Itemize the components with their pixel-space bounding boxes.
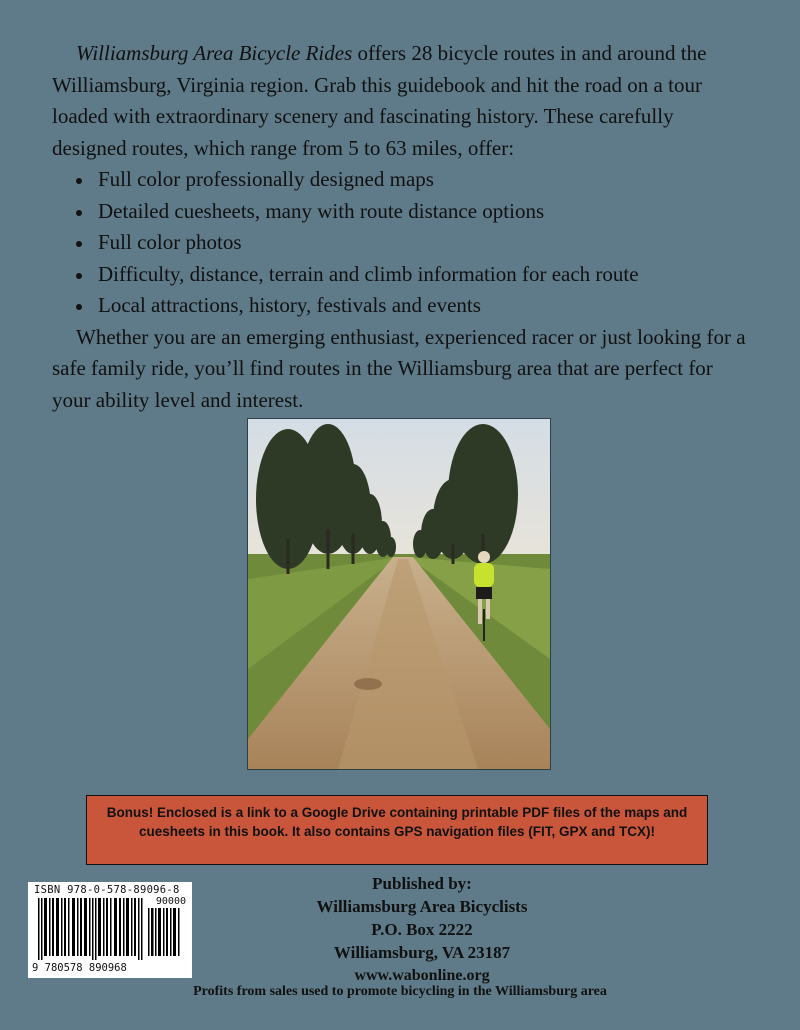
feature-item: Full color professionally designed maps <box>72 164 752 196</box>
publisher-city: Williamsburg, VA 23187 <box>333 943 511 962</box>
publisher-po-box: P.O. Box 2222 <box>371 920 473 939</box>
feature-item: Local attractions, history, festivals and events <box>72 290 752 322</box>
publisher-info <box>222 872 622 987</box>
road-scene-image <box>248 419 550 769</box>
feature-item: Full color photos <box>72 227 752 259</box>
book-title: Williamsburg Area Bicycle Rides <box>76 41 353 65</box>
feature-list <box>52 164 752 322</box>
cyclist-photo <box>247 418 551 770</box>
publisher-website: www.wabonline.org <box>354 967 490 984</box>
bonus-box <box>86 795 708 865</box>
barcode-number: 9 780578 890968 <box>32 962 127 974</box>
bonus-text: Bonus! Enclosed is a link to a Google Drive containing printable PDF files of the maps and cuesheets in this book. It also contains GPS navigation files (FIT, GPX and TCX)! <box>106 805 688 839</box>
intro-paragraph-1 <box>52 38 752 164</box>
isbn-label: ISBN 978-0-578-89096-8 <box>34 884 180 896</box>
intro-paragraph-2: Whether you are an emerging enthusiast, experienced racer or just looking for a safe family ride, you’ll find routes in the Williamsburg area that are perfect for your ability level and interest. <box>52 324 746 412</box>
intro-text <box>52 38 752 416</box>
price-code: 90000 <box>155 896 186 907</box>
intro-paragraph-1-text: offers 28 bicycle routes in and around the Williamsburg, Virginia region. Grab this guidebook and hit the road on a tour loaded with extraordinary scenery and fascinating history. These carefully designed routes, which range from 5 to 63 miles, offer: <box>52 41 707 160</box>
isbn-barcode <box>28 882 192 978</box>
feature-item: Difficulty, distance, terrain and climb information for each route <box>72 259 752 291</box>
barcode-bars <box>34 898 184 960</box>
profits-note: Profits from sales used to promote bicycling in the Williamsburg area <box>193 984 607 999</box>
feature-item: Detailed cuesheets, many with route distance options <box>72 196 752 228</box>
publisher-heading: Published by: <box>372 874 472 893</box>
publisher-name: Williamsburg Area Bicyclists <box>316 897 528 916</box>
